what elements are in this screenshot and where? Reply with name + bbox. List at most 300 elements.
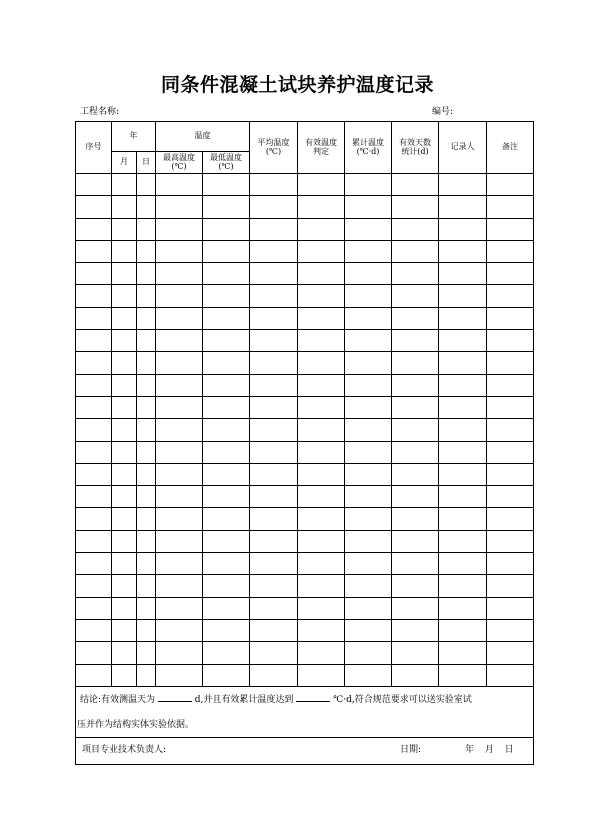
table-cell[interactable] (298, 174, 345, 196)
table-cell[interactable] (156, 441, 203, 463)
table-cell[interactable] (137, 441, 156, 463)
table-cell[interactable] (298, 530, 345, 552)
table-cell[interactable] (345, 642, 392, 664)
table-cell[interactable] (137, 396, 156, 418)
table-cell[interactable] (203, 263, 250, 285)
table-cell[interactable] (392, 330, 439, 352)
table-cell[interactable] (156, 396, 203, 418)
table-cell[interactable] (137, 240, 156, 262)
table-row (76, 374, 534, 396)
table-cell[interactable] (345, 240, 392, 262)
table-cell[interactable] (250, 441, 298, 463)
table-cell[interactable] (156, 642, 203, 664)
table-cell[interactable] (156, 307, 203, 329)
table-cell[interactable] (112, 441, 137, 463)
table-cell[interactable] (298, 441, 345, 463)
table-cell[interactable] (439, 240, 487, 262)
col-header-temperature: 温度 (156, 122, 250, 152)
table-cell[interactable] (487, 441, 534, 463)
table-cell[interactable] (439, 508, 487, 530)
table-cell[interactable] (203, 441, 250, 463)
table-cell[interactable] (76, 396, 112, 418)
table-cell[interactable] (487, 196, 534, 218)
table-cell[interactable] (487, 619, 534, 641)
table-cell[interactable] (250, 240, 298, 262)
table-cell[interactable] (137, 664, 156, 686)
table-cell[interactable] (345, 307, 392, 329)
table-cell[interactable] (203, 553, 250, 575)
table-cell[interactable] (345, 530, 392, 552)
table-cell[interactable] (76, 575, 112, 597)
table-cell[interactable] (487, 218, 534, 240)
table-cell[interactable] (156, 553, 203, 575)
table-cell[interactable] (137, 419, 156, 441)
table-cell[interactable] (250, 597, 298, 619)
table-cell[interactable] (298, 553, 345, 575)
table-cell[interactable] (298, 218, 345, 240)
table-cell[interactable] (137, 285, 156, 307)
signature-cell (76, 737, 534, 764)
table-cell[interactable] (137, 463, 156, 485)
table-cell[interactable] (345, 396, 392, 418)
table-row (76, 240, 534, 262)
col-header-max-temp: 最高温度 (℃) (156, 152, 203, 174)
table-row (76, 307, 534, 329)
table-cell[interactable] (345, 508, 392, 530)
table-cell[interactable] (76, 463, 112, 485)
conclusion-text-line2: 压并作为结构实体实验依据。 (77, 719, 195, 730)
table-cell[interactable] (439, 463, 487, 485)
table-cell[interactable] (298, 307, 345, 329)
table-cell[interactable] (203, 664, 250, 686)
table-cell[interactable] (487, 396, 534, 418)
table-cell[interactable] (487, 174, 534, 196)
table-cell[interactable] (203, 307, 250, 329)
table-cell[interactable] (156, 508, 203, 530)
table-cell[interactable] (203, 174, 250, 196)
table-cell[interactable] (112, 597, 137, 619)
table-cell[interactable] (76, 419, 112, 441)
table-cell[interactable] (156, 285, 203, 307)
table-cell[interactable] (487, 664, 534, 686)
valid-days-blank[interactable] (158, 691, 192, 702)
table-row (76, 619, 534, 641)
col-header-cumulative-temp: 累计温度 (℃·d) (345, 122, 392, 174)
table-cell[interactable] (137, 374, 156, 396)
table-cell[interactable] (345, 285, 392, 307)
table-cell[interactable] (250, 575, 298, 597)
table-cell[interactable] (392, 352, 439, 374)
table-row (76, 486, 534, 508)
table-row (76, 174, 534, 196)
table-cell[interactable] (137, 174, 156, 196)
table-cell[interactable] (345, 597, 392, 619)
table-cell[interactable] (250, 330, 298, 352)
table-cell[interactable] (250, 642, 298, 664)
table-cell[interactable] (112, 285, 137, 307)
table-cell[interactable] (345, 463, 392, 485)
table-cell[interactable] (439, 553, 487, 575)
table-row (76, 441, 534, 463)
table-cell[interactable] (392, 419, 439, 441)
table-cell[interactable] (250, 463, 298, 485)
table-cell[interactable] (156, 240, 203, 262)
table-cell[interactable] (137, 352, 156, 374)
col-header-valid-days: 有效天数 统计(d) (392, 122, 439, 174)
table-cell[interactable] (137, 530, 156, 552)
table-cell[interactable] (345, 352, 392, 374)
table-cell[interactable] (487, 285, 534, 307)
table-cell[interactable] (76, 307, 112, 329)
table-cell[interactable] (439, 330, 487, 352)
table-cell[interactable] (112, 352, 137, 374)
table-cell[interactable] (156, 619, 203, 641)
table-cell[interactable] (439, 218, 487, 240)
table-cell[interactable] (345, 486, 392, 508)
table-cell[interactable] (250, 218, 298, 240)
table-cell[interactable] (137, 330, 156, 352)
table-cell[interactable] (112, 263, 137, 285)
table-cell[interactable] (250, 419, 298, 441)
table-cell[interactable] (76, 263, 112, 285)
col-header-month: 月 (112, 152, 137, 174)
table-cell[interactable] (345, 330, 392, 352)
table-cell[interactable] (156, 374, 203, 396)
table-cell[interactable] (392, 463, 439, 485)
table-cell[interactable] (298, 597, 345, 619)
table-cell[interactable] (487, 352, 534, 374)
table-cell[interactable] (345, 196, 392, 218)
col-header-day: 日 (137, 152, 156, 174)
col-header-avg-temp: 平均温度 (℃) (250, 122, 298, 174)
table-cell[interactable] (345, 619, 392, 641)
table-cell[interactable] (487, 419, 534, 441)
table-row (76, 553, 534, 575)
table-cell[interactable] (112, 486, 137, 508)
table-cell[interactable] (203, 396, 250, 418)
table-cell[interactable] (250, 553, 298, 575)
table-cell[interactable] (203, 642, 250, 664)
table-cell[interactable] (203, 352, 250, 374)
table-cell[interactable] (487, 463, 534, 485)
table-cell[interactable] (298, 508, 345, 530)
table-cell[interactable] (392, 619, 439, 641)
table-cell[interactable] (392, 240, 439, 262)
table-cell[interactable] (439, 419, 487, 441)
table-row (76, 597, 534, 619)
table-cell[interactable] (392, 664, 439, 686)
table-cell[interactable] (76, 174, 112, 196)
cumulative-temp-blank[interactable] (296, 691, 330, 702)
table-cell[interactable] (156, 575, 203, 597)
table-cell[interactable] (392, 642, 439, 664)
table-cell[interactable] (298, 642, 345, 664)
table-row (76, 330, 534, 352)
table-row (76, 575, 534, 597)
table-cell[interactable] (250, 664, 298, 686)
table-cell[interactable] (137, 553, 156, 575)
table-cell[interactable] (156, 263, 203, 285)
table-cell[interactable] (112, 330, 137, 352)
table-cell[interactable] (439, 619, 487, 641)
table-cell[interactable] (250, 508, 298, 530)
table-cell[interactable] (112, 530, 137, 552)
table-cell[interactable] (156, 486, 203, 508)
table-cell[interactable] (112, 307, 137, 329)
table-cell[interactable] (112, 642, 137, 664)
table-cell[interactable] (298, 463, 345, 485)
table-cell[interactable] (156, 218, 203, 240)
table-cell[interactable] (112, 374, 137, 396)
table-cell[interactable] (392, 174, 439, 196)
table-cell[interactable] (345, 553, 392, 575)
table-cell[interactable] (439, 196, 487, 218)
table-cell[interactable] (298, 575, 345, 597)
table-cell[interactable] (203, 575, 250, 597)
table-cell[interactable] (487, 530, 534, 552)
temperature-record-table (75, 121, 534, 765)
table-cell[interactable] (345, 441, 392, 463)
table-cell[interactable] (439, 486, 487, 508)
table-row (76, 642, 534, 664)
table-cell[interactable] (392, 575, 439, 597)
table-cell[interactable] (298, 196, 345, 218)
table-cell[interactable] (76, 642, 112, 664)
table-cell[interactable] (298, 396, 345, 418)
table-cell[interactable] (439, 263, 487, 285)
table-cell[interactable] (439, 597, 487, 619)
table-cell[interactable] (250, 396, 298, 418)
table-cell[interactable] (487, 240, 534, 262)
table-cell[interactable] (392, 263, 439, 285)
col-header-valid-temp-judge: 有效温度 判定 (298, 122, 345, 174)
table-cell[interactable] (487, 642, 534, 664)
table-row (76, 508, 534, 530)
table-cell[interactable] (156, 330, 203, 352)
table-cell[interactable] (203, 619, 250, 641)
table-cell[interactable] (392, 396, 439, 418)
table-cell[interactable] (392, 553, 439, 575)
table-cell[interactable] (250, 486, 298, 508)
table-cell[interactable] (298, 285, 345, 307)
table-cell[interactable] (203, 530, 250, 552)
table-cell[interactable] (487, 374, 534, 396)
table-cell[interactable] (345, 218, 392, 240)
table-cell[interactable] (203, 463, 250, 485)
table-cell[interactable] (203, 330, 250, 352)
table-cell[interactable] (392, 196, 439, 218)
table-cell[interactable] (392, 307, 439, 329)
table-cell[interactable] (137, 196, 156, 218)
table-cell[interactable] (345, 174, 392, 196)
table-cell[interactable] (439, 374, 487, 396)
table-cell[interactable] (250, 619, 298, 641)
table-cell[interactable] (392, 486, 439, 508)
table-row (76, 263, 534, 285)
table-row (76, 352, 534, 374)
table-cell[interactable] (156, 174, 203, 196)
table-cell[interactable] (137, 263, 156, 285)
table-cell[interactable] (203, 240, 250, 262)
table-cell[interactable] (439, 530, 487, 552)
conclusion-text-2: d,并且有效累计温度达到 (194, 694, 294, 705)
col-header-remarks: 备注 (487, 122, 534, 174)
table-cell[interactable] (76, 374, 112, 396)
table-cell[interactable] (345, 664, 392, 686)
table-cell[interactable] (439, 441, 487, 463)
date-label: 日期: (400, 744, 422, 755)
table-cell[interactable] (439, 396, 487, 418)
table-cell[interactable] (298, 619, 345, 641)
table-row (76, 419, 534, 441)
table-cell[interactable] (112, 240, 137, 262)
table-cell[interactable] (156, 597, 203, 619)
table-cell[interactable] (76, 530, 112, 552)
table-cell[interactable] (137, 486, 156, 508)
table-cell[interactable] (392, 508, 439, 530)
table-cell[interactable] (203, 508, 250, 530)
table-cell[interactable] (76, 597, 112, 619)
table-cell[interactable] (298, 240, 345, 262)
table-cell[interactable] (487, 263, 534, 285)
table-row (76, 530, 534, 552)
table-cell[interactable] (392, 285, 439, 307)
table-cell[interactable] (298, 486, 345, 508)
table-cell[interactable] (345, 374, 392, 396)
table-cell[interactable] (76, 508, 112, 530)
table-cell[interactable] (137, 218, 156, 240)
table-cell[interactable] (203, 419, 250, 441)
table-cell[interactable] (112, 396, 137, 418)
table-cell[interactable] (137, 642, 156, 664)
table-cell[interactable] (112, 174, 137, 196)
table-cell[interactable] (203, 486, 250, 508)
table-cell[interactable] (76, 240, 112, 262)
table-cell[interactable] (76, 218, 112, 240)
table-cell[interactable] (112, 508, 137, 530)
table-cell[interactable] (203, 597, 250, 619)
table-cell[interactable] (439, 285, 487, 307)
table-cell[interactable] (76, 619, 112, 641)
page-title: 同条件混凝土试块养护温度记录 (160, 74, 434, 96)
table-cell[interactable] (112, 664, 137, 686)
table-cell[interactable] (76, 352, 112, 374)
table-cell[interactable] (392, 597, 439, 619)
table-cell[interactable] (439, 174, 487, 196)
table-cell[interactable] (137, 307, 156, 329)
table-cell[interactable] (487, 307, 534, 329)
table-cell[interactable] (250, 530, 298, 552)
table-cell[interactable] (112, 196, 137, 218)
table-cell[interactable] (156, 463, 203, 485)
table-cell[interactable] (487, 575, 534, 597)
table-cell[interactable] (439, 307, 487, 329)
table-cell[interactable] (203, 196, 250, 218)
table-cell[interactable] (345, 575, 392, 597)
table-cell[interactable] (203, 218, 250, 240)
table-cell[interactable] (76, 664, 112, 686)
table-cell[interactable] (487, 486, 534, 508)
table-cell[interactable] (112, 619, 137, 641)
table-cell[interactable] (203, 374, 250, 396)
table-cell[interactable] (298, 419, 345, 441)
table-row (76, 218, 534, 240)
table-cell[interactable] (76, 330, 112, 352)
table-cell[interactable] (76, 285, 112, 307)
table-cell[interactable] (487, 508, 534, 530)
project-name-label: 工程名称: (80, 107, 120, 117)
table-row (76, 196, 534, 218)
conclusion-cell (76, 686, 534, 737)
table-row (76, 396, 534, 418)
table-cell[interactable] (250, 196, 298, 218)
table-cell[interactable] (137, 597, 156, 619)
date-ymd: 年 月 日 (465, 744, 514, 755)
number-label: 编号: (432, 107, 454, 117)
table-cell[interactable] (76, 486, 112, 508)
conclusion-text-1: 结论:有效测温天为 (80, 694, 156, 705)
table-cell[interactable] (156, 530, 203, 552)
table-cell[interactable] (439, 642, 487, 664)
col-header-seq: 序号 (76, 122, 112, 174)
table-cell[interactable] (298, 263, 345, 285)
table-cell[interactable] (137, 575, 156, 597)
table-cell[interactable] (487, 553, 534, 575)
table-cell[interactable] (345, 263, 392, 285)
table-cell[interactable] (298, 374, 345, 396)
table-cell[interactable] (439, 664, 487, 686)
col-header-min-temp: 最低温度 (℃) (203, 152, 250, 174)
table-cell[interactable] (250, 174, 298, 196)
table-cell[interactable] (76, 196, 112, 218)
table-cell[interactable] (112, 463, 137, 485)
table-cell[interactable] (76, 441, 112, 463)
table-cell[interactable] (298, 352, 345, 374)
table-cell[interactable] (250, 374, 298, 396)
table-cell[interactable] (112, 419, 137, 441)
table-cell[interactable] (392, 530, 439, 552)
table-cell[interactable] (392, 441, 439, 463)
table-cell[interactable] (112, 575, 137, 597)
table-cell[interactable] (250, 352, 298, 374)
table-cell[interactable] (250, 285, 298, 307)
table-cell[interactable] (298, 330, 345, 352)
table-cell[interactable] (439, 575, 487, 597)
table-row (76, 463, 534, 485)
table-cell[interactable] (392, 218, 439, 240)
table-cell[interactable] (487, 597, 534, 619)
table-cell[interactable] (156, 352, 203, 374)
table-cell[interactable] (76, 553, 112, 575)
table-cell[interactable] (298, 664, 345, 686)
conclusion-text-3: ℃·d,符合规范要求可以送实验室试 (333, 694, 472, 705)
table-cell[interactable] (156, 664, 203, 686)
table-cell[interactable] (345, 419, 392, 441)
table-row (76, 285, 534, 307)
table-cell[interactable] (250, 307, 298, 329)
table-cell[interactable] (250, 263, 298, 285)
table-cell[interactable] (137, 508, 156, 530)
table-cell[interactable] (439, 352, 487, 374)
table-cell[interactable] (203, 285, 250, 307)
table-cell[interactable] (137, 619, 156, 641)
table-cell[interactable] (156, 419, 203, 441)
table-cell[interactable] (112, 218, 137, 240)
table-cell[interactable] (156, 196, 203, 218)
table-cell[interactable] (112, 553, 137, 575)
table-cell[interactable] (392, 374, 439, 396)
table-cell[interactable] (487, 330, 534, 352)
